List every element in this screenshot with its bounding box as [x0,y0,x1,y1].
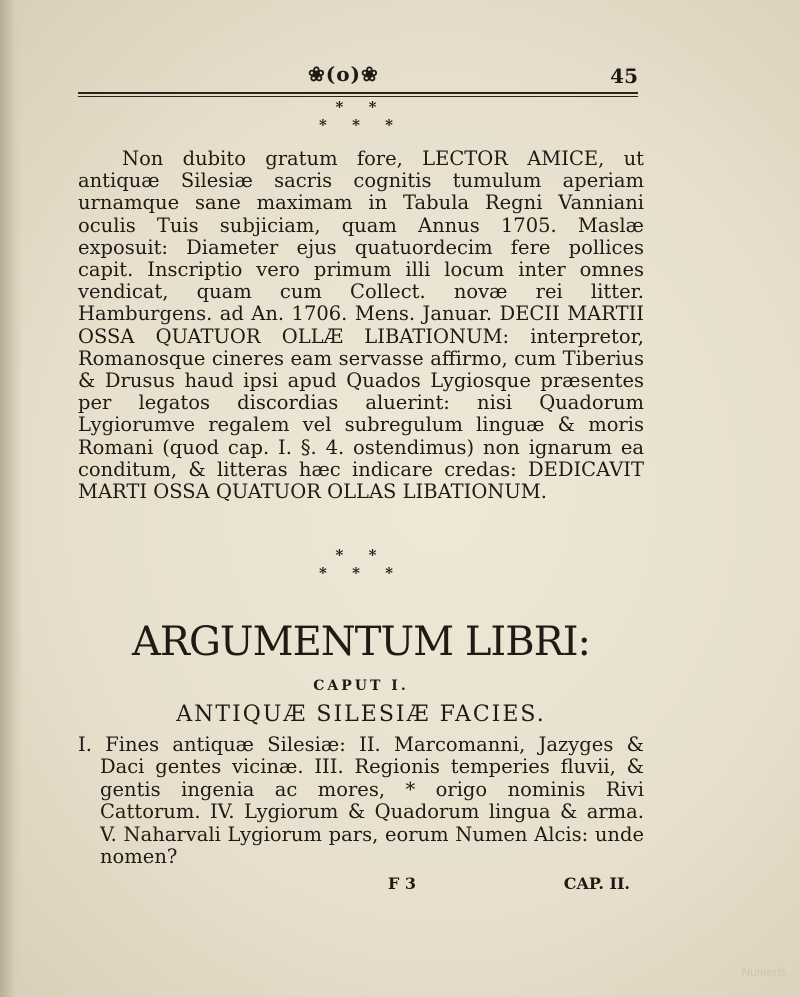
asterism-line: * * [335,98,387,116]
catchword: CAP. II. [563,874,630,893]
page-number: 45 [610,64,638,88]
chapter-title: ANTIQUÆ SILESIÆ FACIES. [176,702,546,727]
running-header [78,62,638,94]
intro-paragraph: Non dubito gratum fore, LECTOR AMICE, ut antiquæ Silesiæ sacris cognitis tumulum aperiam urnamque sane maximam in Tabula Regni Vanniani oculis Tuis subjiciam, quam Annus 1705. Maslæ exposuit: Diameter ejus quatuordecim fere pollices capit. Inscriptio vero primum illi locum inter omnes vendicat, quam cum Collect. novæ rei litter. Hamburgens. ad An. 1706. Mens. Januar. DECII MARTII OSSA QUATUOR OLLÆ LIBATIONUM: interpretor, Romanosque cineres eam servasse affirmo, cum Tiberius & Drusus haud ipsi apud Quados Lygiosque præsentes per legatos discordias aluerint: nisi Quadorum Lygiorumve regalem vel subregulum linguæ & moris Romani (quod cap. I. §. 4. ostendimus) non ignarum ea conditum, & litteras hæc indicare credas: DEDICAVIT MARTI OSSA QUATUOR OLLAS LIBATIONUM. [78,147,644,504]
asterism-line: * * * [319,116,403,134]
asterism-line: * * * [319,564,403,582]
asterism-middle [78,546,644,582]
signature-mark: F 3 [388,874,417,893]
book-spine-shadow [0,0,22,997]
header-rule [78,92,638,94]
header-ornament: ❀(o)❀ [308,62,379,86]
chapter-summary [78,734,644,868]
asterism-line: * * [335,546,387,564]
page-footer [78,874,644,898]
section-title: ARGUMENTUM LIBRI: [131,619,591,665]
watermark: Numeris [741,965,786,979]
summary-paragraph: I. Fines antiquæ Silesiæ: II. Marcomanni, Jazyges & Daci gentes vicinæ. III. Regionis temperies fluvii, & gentis ingenia ac mores, * origo nominis Rivi Cattorum. IV. Lygiorum & Quadorum lingua & arma. V. Naharvali Lygiorum pars, eorum Numen Alcis: unde nomen? [78,733,644,869]
intro-text [78,148,644,503]
header-rule-thin [78,96,638,97]
chapter-label: CAPUT I. [313,678,409,694]
asterism-top [78,98,644,134]
